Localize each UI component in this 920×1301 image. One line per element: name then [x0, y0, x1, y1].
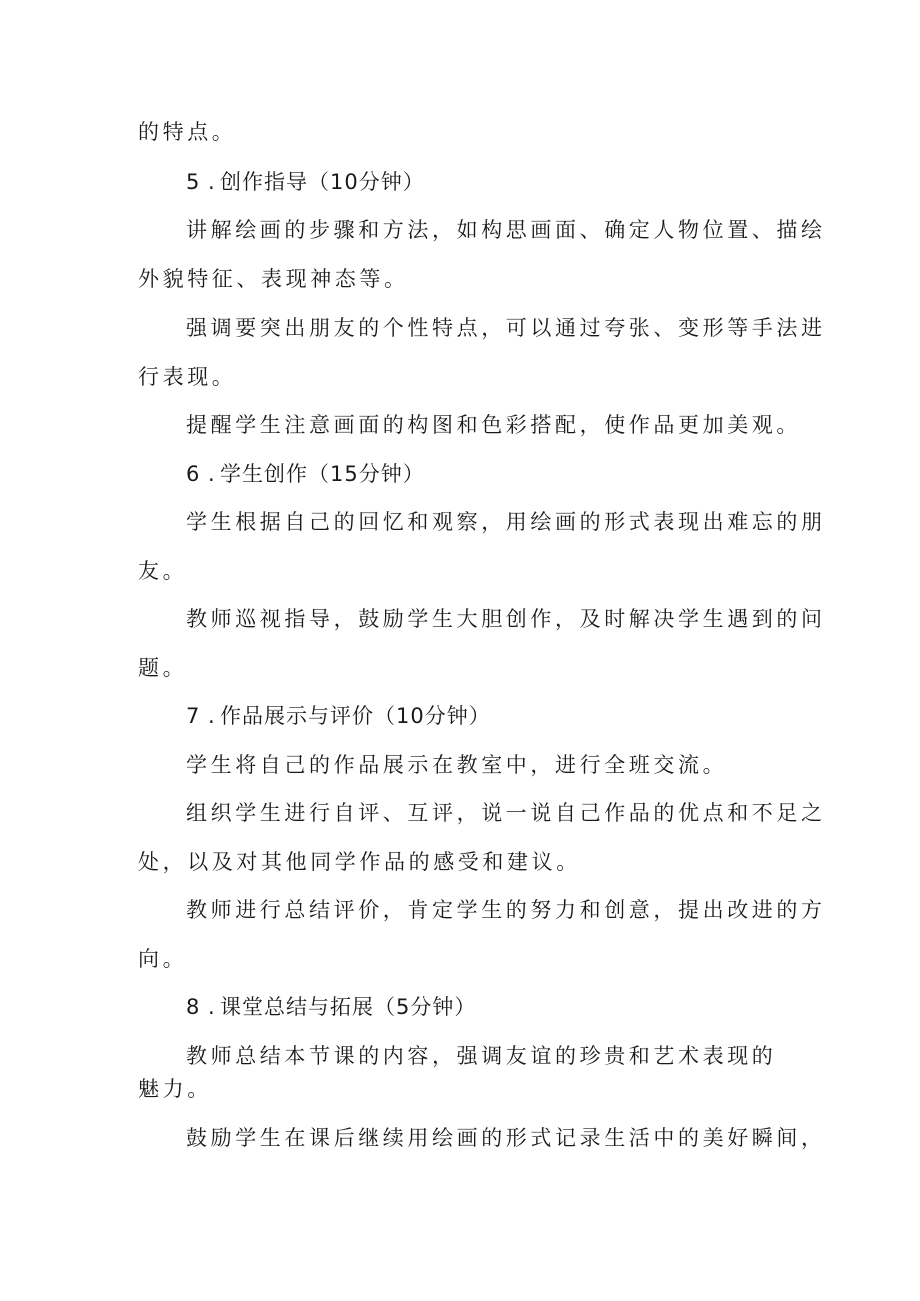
paragraph-line: 学生根据自己的回忆和观察，用绘画的形式表现出难忘的朋	[186, 510, 826, 534]
section-number: 5	[186, 170, 201, 194]
section-heading-6: 6 . 学生创作（15分钟）	[186, 462, 425, 486]
section-number: 8	[186, 995, 201, 1019]
paragraph-line: 鼓励学生在课后继续用绘画的形式记录生活中的美好瞬间，	[186, 1126, 826, 1150]
section-heading-8: 8 . 课堂总结与拓展（5分钟）	[186, 995, 477, 1019]
paragraph-line: 提醒学生注意画面的构图和色彩搭配，使作品更加美观。	[186, 413, 801, 437]
section-title: 作品展示与评价（10分钟）	[220, 704, 491, 728]
paragraph-line: 友。	[138, 559, 188, 583]
section-title: 课堂总结与拓展（5分钟）	[220, 995, 477, 1019]
paragraph-line: 处，以及对其他同学作品的感受和建议。	[138, 850, 581, 874]
section-heading-5: 5 . 创作指导（10分钟）	[186, 170, 425, 194]
paragraph-line: 教师进行总结评价，肯定学生的努力和创意，提出改进的方	[186, 898, 826, 922]
section-title: 学生创作（15分钟）	[220, 462, 425, 486]
section-number: 7	[186, 704, 201, 728]
paragraph-line: 题。	[138, 656, 188, 680]
paragraph-line: 的特点。	[138, 120, 237, 144]
section-heading-7: 7 . 作品展示与评价（10分钟）	[186, 704, 491, 728]
section-title: 创作指导（10分钟）	[220, 170, 425, 194]
paragraph-line: 强调要突出朋友的个性特点，可以通过夸张、变形等手法进	[186, 316, 826, 340]
paragraph-line: 魅力。	[138, 1077, 212, 1101]
paragraph-line: 教师巡视指导，鼓励学生大胆创作，及时解决学生遇到的问	[186, 607, 826, 631]
paragraph-line: 教师总结本节课的内容，强调友谊的珍贵和艺术表现的	[186, 1044, 777, 1068]
paragraph-line: 组织学生进行自评、互评，说一说自己作品的优点和不足之	[186, 801, 826, 825]
paragraph-line: 行表现。	[138, 365, 237, 389]
paragraph-line: 讲解绘画的步骤和方法，如构思画面、确定人物位置、描绘	[186, 218, 826, 242]
paragraph-line: 外貌特征、表现神态等。	[138, 267, 409, 291]
section-number: 6	[186, 462, 201, 486]
paragraph-line: 向。	[138, 947, 188, 971]
paragraph-line: 学生将自己的作品展示在教室中，进行全班交流。	[186, 753, 728, 777]
